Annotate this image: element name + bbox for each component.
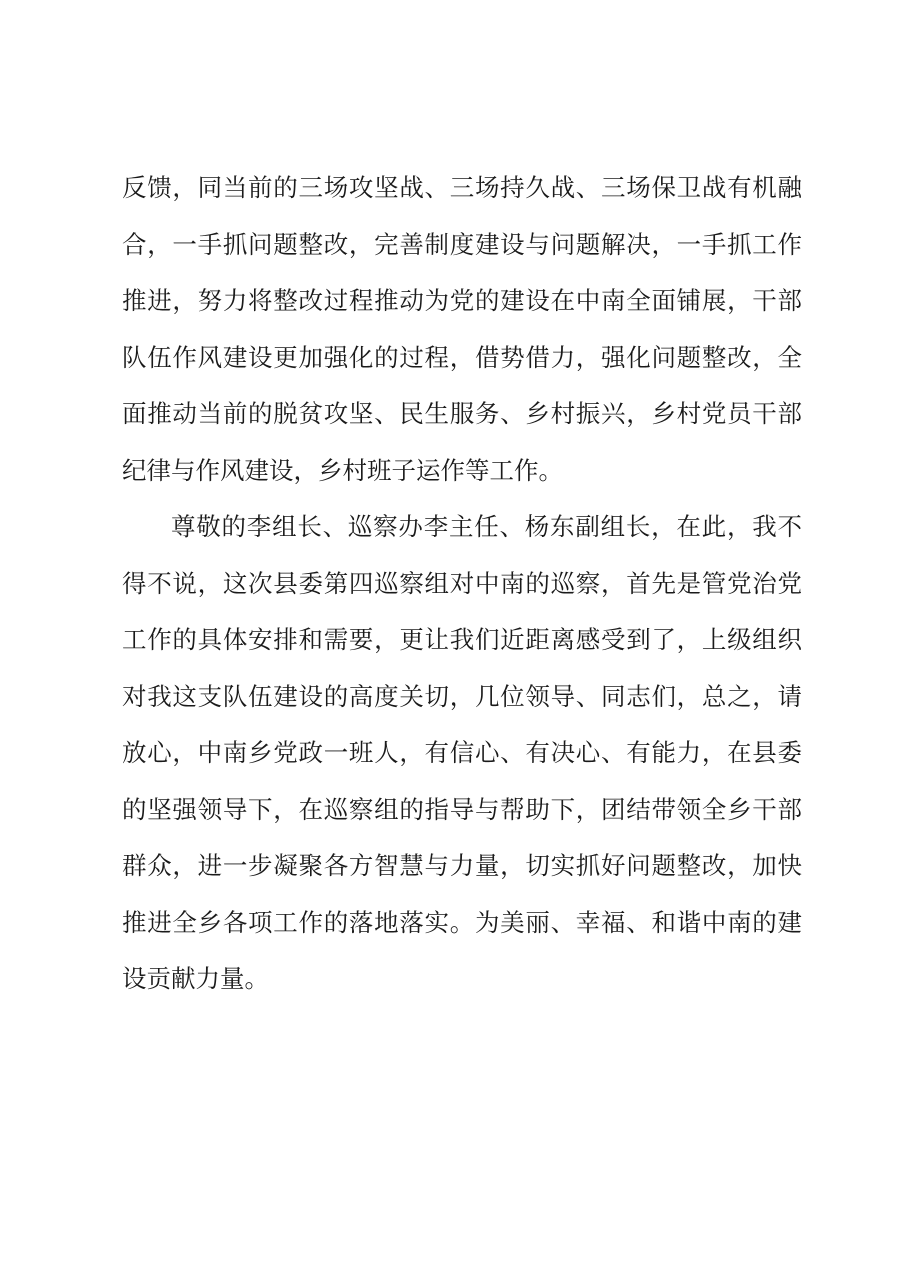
text-line: 尊敬的李组长、巡察办李主任、杨东副组长，在此，我不 [171, 512, 802, 541]
text-line: 推进全乡各项工作的落地落实。为美丽、幸福、和谐中南的建 [122, 907, 802, 937]
text-line: 对我这支队伍建设的高度关切，几位领导、同志们，总之，请 [122, 681, 802, 711]
text-line: 工作的具体安排和需要，更让我们近距离感受到了，上级组织 [122, 625, 802, 654]
text-line: 群众，进一步凝聚各方智慧与力量，切实抓好问题整改，加快 [122, 851, 802, 880]
text-line: 设贡献力量。 [122, 964, 269, 993]
text-line: 反馈，同当前的三场攻坚战、三场持久战、三场保卫战有机融 [122, 173, 802, 202]
text-line: 放心，中南乡党政一班人，有信心、有决心、有能力，在县委 [122, 738, 802, 767]
paragraph-1 [122, 160, 802, 499]
paragraph-2 [122, 499, 802, 1008]
text-line: 队伍作风建设更加强化的过程，借势借力，强化问题整改，全 [122, 342, 802, 372]
document-body [122, 160, 802, 1008]
text-line: 纪律与作风建设，乡村班子运作等工作。 [122, 455, 563, 485]
text-line: 推进，努力将整改过程推动为党的建设在中南全面铺展，干部 [122, 286, 802, 315]
text-line: 的坚强领导下，在巡察组的指导与帮助下，团结带领全乡干部 [122, 794, 802, 824]
text-line: 得不说，这次县委第四巡察组对中南的巡察，首先是管党治党 [122, 568, 802, 598]
text-line: 面推动当前的脱贫攻坚、民生服务、乡村振兴，乡村党员干部 [122, 399, 802, 428]
text-line: 合，一手抓问题整改，完善制度建设与问题解决，一手抓工作 [122, 229, 802, 259]
